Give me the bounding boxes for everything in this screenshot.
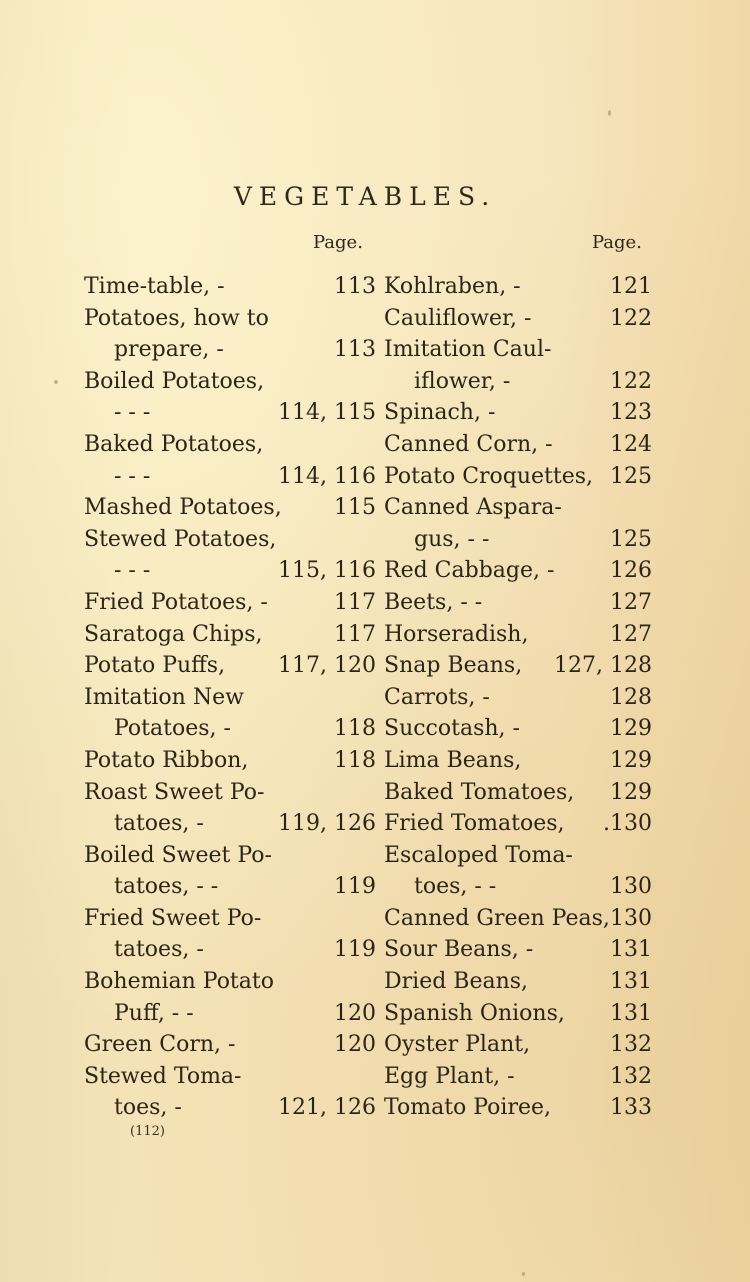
entry-text: Red Cabbage, - xyxy=(384,558,555,584)
entry-text: Kohlraben, - xyxy=(384,274,521,299)
entry-text: Beets, - - xyxy=(384,589,483,615)
index-entry xyxy=(384,397,652,429)
index-entry xyxy=(384,524,652,556)
entry-page-number: 127 xyxy=(610,589,652,615)
page-column-header-right: Page. xyxy=(592,232,642,253)
index-entry xyxy=(84,303,376,335)
index-entry xyxy=(384,492,652,524)
entry-page-number: 117 xyxy=(334,589,376,615)
index-entry xyxy=(84,808,376,840)
entry-text: Baked Tomatoes, xyxy=(384,779,575,805)
index-entry xyxy=(384,334,652,366)
index-entry xyxy=(84,1029,376,1061)
entry-page-number: 115 xyxy=(334,495,376,521)
index-entry xyxy=(384,461,652,493)
entry-page-number: 121 xyxy=(610,274,652,299)
entry-text: Green Corn, - xyxy=(84,1032,236,1058)
entry-text: Spinach, - xyxy=(384,400,496,426)
paper-speck xyxy=(54,380,58,384)
entry-page-number: 126 xyxy=(610,558,652,584)
entry-page-number: 122 xyxy=(610,368,652,394)
index-entry xyxy=(84,713,376,745)
entry-page-number: 114, 116 xyxy=(278,463,376,489)
entry-page-number: 114, 115 xyxy=(278,400,376,426)
entry-text: gus, - - xyxy=(414,526,490,552)
index-entry xyxy=(384,555,652,587)
index-entry xyxy=(384,871,652,903)
index-entry xyxy=(384,777,652,809)
entry-page-number: 120 xyxy=(334,1032,376,1058)
folio-number: (112) xyxy=(130,1124,165,1139)
entry-text: Fried Potatoes, - xyxy=(84,589,268,615)
entry-text: Canned Green Peas, xyxy=(384,905,610,931)
entry-text: tatoes, - xyxy=(114,811,204,837)
entry-text: - - - xyxy=(114,558,151,584)
entry-page-number: 129 xyxy=(610,779,652,805)
index-entry xyxy=(384,619,652,651)
index-entry xyxy=(84,492,376,524)
entry-page-number: 125 xyxy=(610,526,652,552)
index-entry xyxy=(84,1061,376,1093)
entry-text: Tomato Poiree, xyxy=(384,1095,552,1121)
entry-text: Succotash, - xyxy=(384,716,520,742)
entry-text: Potato Puffs, xyxy=(84,653,226,679)
entry-text: Puff, - - xyxy=(114,1000,194,1026)
entry-page-number: 124 xyxy=(610,431,652,457)
entry-page-number: 130 xyxy=(610,874,652,900)
entry-text: tatoes, - - xyxy=(114,874,219,900)
entry-page-number: 132 xyxy=(610,1032,652,1058)
entry-page-number: 131 xyxy=(610,937,652,963)
entry-text: Spanish Onions, xyxy=(384,1000,565,1026)
index-entry xyxy=(84,682,376,714)
paper-speck xyxy=(608,110,611,116)
index-entry xyxy=(84,461,376,493)
entry-text: Dried Beans, xyxy=(384,969,529,995)
entry-text: Roast Sweet Po- xyxy=(84,779,265,805)
index-entry xyxy=(84,745,376,777)
entry-page-number: 129 xyxy=(610,747,652,773)
entry-text: - - - xyxy=(114,400,151,426)
entry-text: Fried Sweet Po- xyxy=(84,905,262,931)
entry-page-number: 125 xyxy=(610,463,652,489)
entry-text: Canned Corn, - xyxy=(384,431,553,457)
index-entry xyxy=(84,777,376,809)
entry-page-number: 117 xyxy=(334,621,376,647)
entry-page-number: 118 xyxy=(334,716,376,742)
index-entry xyxy=(384,682,652,714)
entry-text: Baked Potatoes, xyxy=(84,431,264,457)
entry-text: Potato Ribbon, xyxy=(84,747,249,773)
entry-text: Saratoga Chips, xyxy=(84,621,263,647)
entry-text: - - - xyxy=(114,463,151,489)
index-entry xyxy=(84,619,376,651)
index-entry xyxy=(84,840,376,872)
entry-page-number: 122 xyxy=(610,305,652,331)
index-entry xyxy=(84,871,376,903)
index-entry xyxy=(84,966,376,998)
index-entry xyxy=(84,650,376,682)
entry-text: Canned Aspara- xyxy=(384,495,562,521)
entry-page-number: 115, 116 xyxy=(278,558,376,584)
entry-page-number: 113 xyxy=(334,337,376,363)
entry-text: Snap Beans, xyxy=(384,653,523,679)
entry-page-number: 127, 128 xyxy=(554,653,652,679)
entry-text: toes, - xyxy=(114,1095,182,1121)
entry-text: tatoes, - xyxy=(114,937,204,963)
entry-text: Potatoes, - xyxy=(114,716,231,742)
index-entry xyxy=(384,934,652,966)
index-entry xyxy=(84,998,376,1030)
index-entry xyxy=(384,271,652,303)
entry-text: Lima Beans, xyxy=(384,747,522,773)
index-entry xyxy=(384,1029,652,1061)
index-entry xyxy=(84,524,376,556)
entry-text: Boiled Sweet Po- xyxy=(84,842,272,868)
entry-page-number: 133 xyxy=(610,1095,652,1121)
entry-text: Stewed Toma- xyxy=(84,1063,242,1089)
page-title: VEGETABLES. xyxy=(233,182,497,211)
index-entry xyxy=(384,587,652,619)
entry-page-number: 131 xyxy=(610,969,652,995)
entry-page-number: 121, 126 xyxy=(278,1095,376,1121)
index-entry xyxy=(384,1061,652,1093)
entry-page-number: .130 xyxy=(603,811,652,837)
entry-text: Imitation New xyxy=(84,684,244,710)
index-column-right xyxy=(384,271,652,1124)
entry-text: prepare, - xyxy=(114,337,224,363)
index-entry xyxy=(384,366,652,398)
index-entry xyxy=(384,808,652,840)
index-entry xyxy=(84,271,376,303)
entry-page-number: 129 xyxy=(610,716,652,742)
index-entry xyxy=(384,650,652,682)
index-entry xyxy=(384,903,652,935)
entry-page-number: 132 xyxy=(610,1063,652,1089)
entry-text: Carrots, - xyxy=(384,684,490,710)
entry-page-number: 119 xyxy=(334,874,376,900)
entry-text: Potatoes, how to xyxy=(84,305,269,331)
index-entry xyxy=(384,429,652,461)
entry-text: iflower, - xyxy=(414,368,511,394)
index-entry xyxy=(84,1092,376,1124)
index-entry xyxy=(384,840,652,872)
paper-speck xyxy=(522,1272,525,1276)
entry-text: Cauliflower, - xyxy=(384,305,532,331)
index-entry xyxy=(384,1092,652,1124)
entry-text: Time-table, - xyxy=(84,274,225,299)
entry-page-number: 113 xyxy=(334,274,376,299)
entry-page-number: 130 xyxy=(610,905,652,931)
entry-page-number: 127 xyxy=(610,621,652,647)
index-entry xyxy=(84,934,376,966)
index-entry xyxy=(84,587,376,619)
entry-text: Egg Plant, - xyxy=(384,1063,515,1089)
index-entry xyxy=(84,397,376,429)
entry-text: Mashed Potatoes, xyxy=(84,495,282,521)
entry-page-number: 128 xyxy=(610,684,652,710)
index-column-left xyxy=(84,271,376,1124)
entry-text: Horseradish, xyxy=(384,621,529,647)
entry-text: Escaloped Toma- xyxy=(384,842,573,868)
index-entry xyxy=(84,903,376,935)
entry-text: Sour Beans, - xyxy=(384,937,534,963)
index-entry xyxy=(84,366,376,398)
index-entry xyxy=(384,966,652,998)
entry-text: Boiled Potatoes, xyxy=(84,368,265,394)
entry-page-number: 120 xyxy=(334,1000,376,1026)
index-entry xyxy=(84,555,376,587)
entry-text: Fried Tomatoes, xyxy=(384,811,565,837)
entry-page-number: 119, 126 xyxy=(278,811,376,837)
index-entry xyxy=(384,303,652,335)
entry-page-number: 131 xyxy=(610,1000,652,1026)
index-entry xyxy=(84,334,376,366)
index-entry xyxy=(384,745,652,777)
entry-text: toes, - - xyxy=(414,874,497,900)
entry-page-number: 119 xyxy=(334,937,376,963)
entry-text: Oyster Plant, xyxy=(384,1032,531,1058)
entry-text: Bohemian Potato xyxy=(84,969,274,995)
entry-page-number: 123 xyxy=(610,400,652,426)
page-column-header-left: Page. xyxy=(313,232,363,253)
index-entry xyxy=(384,713,652,745)
entry-text: Potato Croquettes, xyxy=(384,463,594,489)
entry-text: Stewed Potatoes, xyxy=(84,526,277,552)
index-entry xyxy=(84,429,376,461)
entry-page-number: 117, 120 xyxy=(278,653,376,679)
entry-page-number: 118 xyxy=(334,747,376,773)
entry-text: Imitation Caul- xyxy=(384,337,552,363)
index-entry xyxy=(384,998,652,1030)
